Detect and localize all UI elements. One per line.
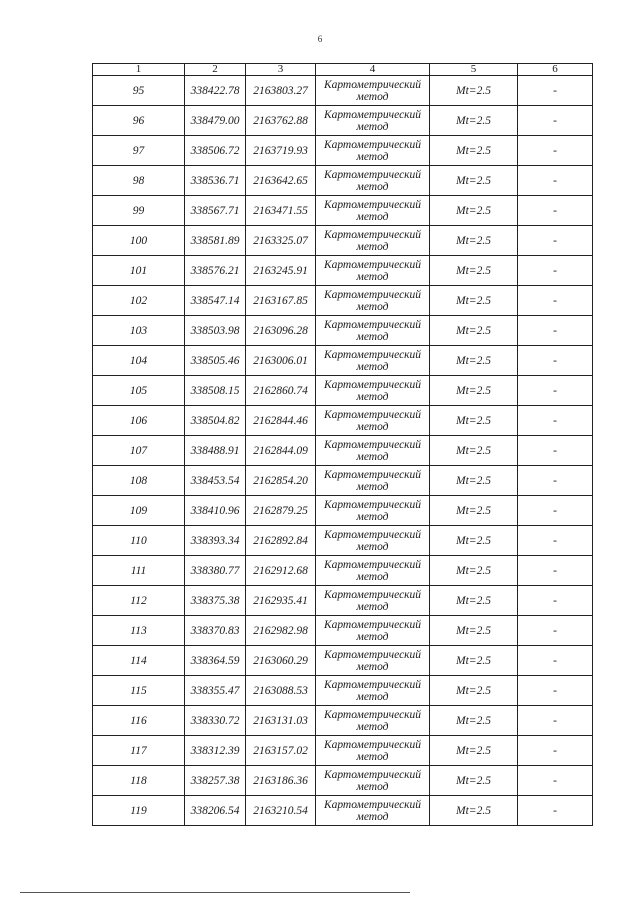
x-coordinate-cell: 338393.34 xyxy=(185,526,246,556)
note-cell: - xyxy=(518,406,593,436)
point-number-cell: 105 xyxy=(93,376,185,406)
method-cell xyxy=(316,286,430,316)
method-line-2: метод xyxy=(356,270,389,283)
y-coordinate-cell: 2162892.84 xyxy=(246,526,316,556)
method-cell xyxy=(316,136,430,166)
y-coordinate-cell: 2163006.01 xyxy=(246,346,316,376)
accuracy-cell: Mt=2.5 xyxy=(430,346,518,376)
table-row xyxy=(93,316,593,346)
method-line-2: метод xyxy=(356,600,389,613)
y-coordinate-cell: 2163131.03 xyxy=(246,706,316,736)
page-number: 6 xyxy=(317,34,323,44)
x-coordinate-cell: 338364.59 xyxy=(185,646,246,676)
note-cell: - xyxy=(518,496,593,526)
accuracy-cell: Mt=2.5 xyxy=(430,166,518,196)
method-line-1: Картометрический xyxy=(323,708,422,721)
accuracy-cell: Mt=2.5 xyxy=(430,196,518,226)
table-row xyxy=(93,376,593,406)
x-coordinate-cell: 338503.98 xyxy=(185,316,246,346)
accuracy-cell: Mt=2.5 xyxy=(430,226,518,256)
table-row xyxy=(93,466,593,496)
point-number-cell: 114 xyxy=(93,646,185,676)
table-row xyxy=(93,136,593,166)
method-cell xyxy=(316,586,430,616)
y-coordinate-cell: 2162854.20 xyxy=(246,466,316,496)
y-coordinate-cell: 2162860.74 xyxy=(246,376,316,406)
method-line-1: Картометрический xyxy=(323,408,422,421)
point-number-cell: 111 xyxy=(93,556,185,586)
method-line-2: метод xyxy=(356,570,389,583)
method-line-1: Картометрический xyxy=(323,228,422,241)
method-line-1: Картометрический xyxy=(323,528,422,541)
y-coordinate-cell: 2163060.29 xyxy=(246,646,316,676)
method-cell xyxy=(316,526,430,556)
x-coordinate-cell: 338422.78 xyxy=(185,76,246,106)
table-row xyxy=(93,226,593,256)
y-coordinate-cell: 2163210.54 xyxy=(246,796,316,826)
method-line-2: метод xyxy=(356,150,389,163)
note-cell: - xyxy=(518,526,593,556)
footer-divider xyxy=(20,892,410,893)
method-cell xyxy=(316,196,430,226)
y-coordinate-cell: 2163245.91 xyxy=(246,256,316,286)
method-line-2: метод xyxy=(356,120,389,133)
accuracy-cell: Mt=2.5 xyxy=(430,496,518,526)
table-row xyxy=(93,736,593,766)
note-cell: - xyxy=(518,646,593,676)
table-row xyxy=(93,436,593,466)
method-cell xyxy=(316,736,430,766)
method-line-1: Картометрический xyxy=(323,648,422,661)
method-cell xyxy=(316,466,430,496)
note-cell: - xyxy=(518,376,593,406)
note-cell: - xyxy=(518,166,593,196)
method-line-2: метод xyxy=(356,180,389,193)
point-number-cell: 95 xyxy=(93,76,185,106)
x-coordinate-cell: 338488.91 xyxy=(185,436,246,466)
y-coordinate-cell: 2163088.53 xyxy=(246,676,316,706)
x-coordinate-cell: 338505.46 xyxy=(185,346,246,376)
table-row xyxy=(93,346,593,376)
point-number-cell: 119 xyxy=(93,796,185,826)
method-cell xyxy=(316,166,430,196)
note-cell: - xyxy=(518,466,593,496)
x-coordinate-cell: 338453.54 xyxy=(185,466,246,496)
y-coordinate-cell: 2162982.98 xyxy=(246,616,316,646)
table-row xyxy=(93,106,593,136)
table-row xyxy=(93,76,593,106)
y-coordinate-cell: 2163157.02 xyxy=(246,736,316,766)
note-cell: - xyxy=(518,346,593,376)
note-cell: - xyxy=(518,256,593,286)
method-line-2: метод xyxy=(356,480,389,493)
method-line-2: метод xyxy=(356,630,389,643)
method-line-1: Картометрический xyxy=(323,498,422,511)
x-coordinate-cell: 338380.77 xyxy=(185,556,246,586)
x-coordinate-cell: 338576.21 xyxy=(185,256,246,286)
column-header-6: 6 xyxy=(518,64,593,76)
method-cell xyxy=(316,796,430,826)
method-line-2: метод xyxy=(356,420,389,433)
x-coordinate-cell: 338506.72 xyxy=(185,136,246,166)
y-coordinate-cell: 2163186.36 xyxy=(246,766,316,796)
y-coordinate-cell: 2162935.41 xyxy=(246,586,316,616)
accuracy-cell: Mt=2.5 xyxy=(430,466,518,496)
x-coordinate-cell: 338355.47 xyxy=(185,676,246,706)
accuracy-cell: Mt=2.5 xyxy=(430,436,518,466)
method-line-2: метод xyxy=(356,540,389,553)
point-number-cell: 101 xyxy=(93,256,185,286)
x-coordinate-cell: 338330.72 xyxy=(185,706,246,736)
method-cell xyxy=(316,616,430,646)
accuracy-cell: Mt=2.5 xyxy=(430,316,518,346)
method-line-1: Картометрический xyxy=(323,558,422,571)
table-row xyxy=(93,196,593,226)
method-line-1: Картометрический xyxy=(323,768,422,781)
accuracy-cell: Mt=2.5 xyxy=(430,676,518,706)
x-coordinate-cell: 338375.38 xyxy=(185,586,246,616)
y-coordinate-cell: 2162844.09 xyxy=(246,436,316,466)
method-cell xyxy=(316,256,430,286)
table-row xyxy=(93,256,593,286)
x-coordinate-cell: 338547.14 xyxy=(185,286,246,316)
x-coordinate-cell: 338370.83 xyxy=(185,616,246,646)
method-line-1: Картометрический xyxy=(323,438,422,451)
accuracy-cell: Mt=2.5 xyxy=(430,376,518,406)
y-coordinate-cell: 2163719.93 xyxy=(246,136,316,166)
point-number-cell: 99 xyxy=(93,196,185,226)
accuracy-cell: Mt=2.5 xyxy=(430,406,518,436)
point-number-cell: 103 xyxy=(93,316,185,346)
method-cell xyxy=(316,556,430,586)
method-cell xyxy=(316,676,430,706)
y-coordinate-cell: 2163803.27 xyxy=(246,76,316,106)
column-header-4: 4 xyxy=(316,64,430,76)
point-number-cell: 98 xyxy=(93,166,185,196)
x-coordinate-cell: 338567.71 xyxy=(185,196,246,226)
table-row xyxy=(93,166,593,196)
point-number-cell: 116 xyxy=(93,706,185,736)
y-coordinate-cell: 2163167.85 xyxy=(246,286,316,316)
accuracy-cell: Mt=2.5 xyxy=(430,616,518,646)
method-line-2: метод xyxy=(356,810,389,823)
method-cell xyxy=(316,226,430,256)
header-row xyxy=(93,64,593,76)
y-coordinate-cell: 2162844.46 xyxy=(246,406,316,436)
y-coordinate-cell: 2162879.25 xyxy=(246,496,316,526)
accuracy-cell: Mt=2.5 xyxy=(430,106,518,136)
method-line-1: Картометрический xyxy=(323,318,422,331)
point-number-cell: 110 xyxy=(93,526,185,556)
method-line-1: Картометрический xyxy=(323,798,422,811)
method-line-2: метод xyxy=(356,330,389,343)
note-cell: - xyxy=(518,226,593,256)
method-line-1: Картометрический xyxy=(323,168,422,181)
table-row xyxy=(93,556,593,586)
table-row xyxy=(93,406,593,436)
method-line-1: Картометрический xyxy=(323,378,422,391)
method-cell xyxy=(316,346,430,376)
method-line-1: Картометрический xyxy=(323,288,422,301)
note-cell: - xyxy=(518,136,593,166)
method-cell xyxy=(316,406,430,436)
y-coordinate-cell: 2163325.07 xyxy=(246,226,316,256)
method-line-2: метод xyxy=(356,360,389,373)
accuracy-cell: Mt=2.5 xyxy=(430,256,518,286)
table-row xyxy=(93,586,593,616)
method-line-2: метод xyxy=(356,720,389,733)
table-row xyxy=(93,286,593,316)
coordinates-table xyxy=(92,63,593,826)
table-row xyxy=(93,796,593,826)
note-cell: - xyxy=(518,796,593,826)
accuracy-cell: Mt=2.5 xyxy=(430,766,518,796)
note-cell: - xyxy=(518,706,593,736)
y-coordinate-cell: 2163642.65 xyxy=(246,166,316,196)
accuracy-cell: Mt=2.5 xyxy=(430,526,518,556)
table-row xyxy=(93,496,593,526)
point-number-cell: 108 xyxy=(93,466,185,496)
method-line-1: Картометрический xyxy=(323,138,422,151)
accuracy-cell: Mt=2.5 xyxy=(430,646,518,676)
y-coordinate-cell: 2162912.68 xyxy=(246,556,316,586)
point-number-cell: 112 xyxy=(93,586,185,616)
table-row xyxy=(93,706,593,736)
method-line-2: метод xyxy=(356,90,389,103)
method-line-2: метод xyxy=(356,240,389,253)
method-line-2: метод xyxy=(356,690,389,703)
method-cell xyxy=(316,106,430,136)
accuracy-cell: Mt=2.5 xyxy=(430,736,518,766)
point-number-cell: 97 xyxy=(93,136,185,166)
note-cell: - xyxy=(518,736,593,766)
point-number-cell: 107 xyxy=(93,436,185,466)
column-header-3: 3 xyxy=(246,64,316,76)
method-line-1: Картометрический xyxy=(323,348,422,361)
x-coordinate-cell: 338257.38 xyxy=(185,766,246,796)
point-number-cell: 106 xyxy=(93,406,185,436)
method-line-2: метод xyxy=(356,390,389,403)
column-header-2: 2 xyxy=(185,64,246,76)
method-cell xyxy=(316,436,430,466)
note-cell: - xyxy=(518,196,593,226)
method-cell xyxy=(316,706,430,736)
method-cell xyxy=(316,646,430,676)
method-line-2: метод xyxy=(356,450,389,463)
point-number-cell: 96 xyxy=(93,106,185,136)
point-number-cell: 115 xyxy=(93,676,185,706)
note-cell: - xyxy=(518,616,593,646)
method-line-1: Картометрический xyxy=(323,738,422,751)
method-line-1: Картометрический xyxy=(323,618,422,631)
point-number-cell: 102 xyxy=(93,286,185,316)
accuracy-cell: Mt=2.5 xyxy=(430,796,518,826)
method-line-2: метод xyxy=(356,750,389,763)
column-header-5: 5 xyxy=(430,64,518,76)
accuracy-cell: Mt=2.5 xyxy=(430,586,518,616)
method-line-2: метод xyxy=(356,660,389,673)
table-row xyxy=(93,766,593,796)
column-header-1: 1 xyxy=(93,64,185,76)
method-line-1: Картометрический xyxy=(323,108,422,121)
accuracy-cell: Mt=2.5 xyxy=(430,136,518,166)
x-coordinate-cell: 338479.00 xyxy=(185,106,246,136)
x-coordinate-cell: 338536.71 xyxy=(185,166,246,196)
y-coordinate-cell: 2163471.55 xyxy=(246,196,316,226)
point-number-cell: 104 xyxy=(93,346,185,376)
method-line-1: Картометрический xyxy=(323,468,422,481)
point-number-cell: 118 xyxy=(93,766,185,796)
method-cell xyxy=(316,496,430,526)
method-cell xyxy=(316,76,430,106)
table-row xyxy=(93,676,593,706)
point-number-cell: 100 xyxy=(93,226,185,256)
method-cell xyxy=(316,376,430,406)
accuracy-cell: Mt=2.5 xyxy=(430,556,518,586)
note-cell: - xyxy=(518,766,593,796)
x-coordinate-cell: 338504.82 xyxy=(185,406,246,436)
note-cell: - xyxy=(518,316,593,346)
accuracy-cell: Mt=2.5 xyxy=(430,706,518,736)
method-line-2: метод xyxy=(356,510,389,523)
accuracy-cell: Mt=2.5 xyxy=(430,286,518,316)
table-body xyxy=(93,76,593,826)
note-cell: - xyxy=(518,76,593,106)
x-coordinate-cell: 338206.54 xyxy=(185,796,246,826)
method-line-1: Картометрический xyxy=(323,78,422,91)
method-line-1: Картометрический xyxy=(323,258,422,271)
note-cell: - xyxy=(518,436,593,466)
note-cell: - xyxy=(518,676,593,706)
point-number-cell: 109 xyxy=(93,496,185,526)
method-line-1: Картометрический xyxy=(323,678,422,691)
method-line-2: метод xyxy=(356,300,389,313)
table-row xyxy=(93,616,593,646)
method-line-1: Картометрический xyxy=(323,198,422,211)
table-row xyxy=(93,646,593,676)
note-cell: - xyxy=(518,286,593,316)
method-cell xyxy=(316,316,430,346)
point-number-cell: 113 xyxy=(93,616,185,646)
y-coordinate-cell: 2163096.28 xyxy=(246,316,316,346)
y-coordinate-cell: 2163762.88 xyxy=(246,106,316,136)
method-line-2: метод xyxy=(356,780,389,793)
method-line-2: метод xyxy=(356,210,389,223)
x-coordinate-cell: 338581.89 xyxy=(185,226,246,256)
x-coordinate-cell: 338312.39 xyxy=(185,736,246,766)
note-cell: - xyxy=(518,556,593,586)
table-header xyxy=(93,64,593,76)
point-number-cell: 117 xyxy=(93,736,185,766)
method-cell xyxy=(316,766,430,796)
table-row xyxy=(93,526,593,556)
note-cell: - xyxy=(518,106,593,136)
x-coordinate-cell: 338508.15 xyxy=(185,376,246,406)
x-coordinate-cell: 338410.96 xyxy=(185,496,246,526)
method-line-1: Картометрический xyxy=(323,588,422,601)
note-cell: - xyxy=(518,586,593,616)
accuracy-cell: Mt=2.5 xyxy=(430,76,518,106)
